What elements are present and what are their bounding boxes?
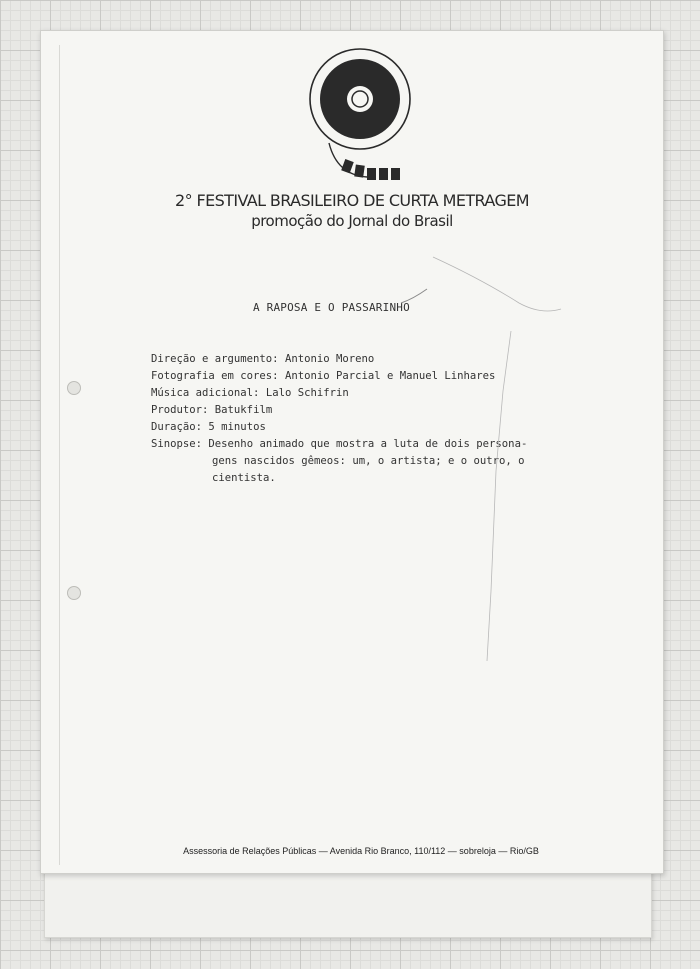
film-reel-logo <box>307 47 417 187</box>
credit-label: Fotografia em cores: <box>151 370 279 382</box>
page-edge-line <box>59 45 60 865</box>
credit-line-photography <box>151 370 495 382</box>
document-page <box>40 30 664 874</box>
film-title: A RAPOSA E O PASSARINHO <box>253 301 410 314</box>
synopsis-line: cientista. <box>212 472 276 484</box>
synopsis-line: gens nascidos gêmeos: um, o artista; e o outro, o <box>212 455 525 467</box>
credit-value: 5 minutos <box>208 421 266 433</box>
festival-subtitle: promoção do Jornal do Brasil <box>251 212 453 230</box>
credit-label: Duração: <box>151 421 203 433</box>
credit-value: Batukfilm <box>214 404 273 416</box>
punch-hole <box>67 381 81 395</box>
credit-label: Direção e argumento: <box>151 353 279 365</box>
credit-line-producer <box>151 404 272 416</box>
credit-label: Produtor: <box>151 404 209 416</box>
synopsis-line <box>151 438 527 450</box>
credit-line-music <box>151 387 349 399</box>
credit-value: Antonio Parcial e Manuel Linhares <box>284 370 496 382</box>
synopsis-text: Desenho animado que mostra a luta de dois persona- <box>208 438 528 450</box>
festival-title: 2° FESTIVAL BRASILEIRO DE CURTA METRAGEM <box>175 191 529 210</box>
punch-hole <box>67 586 81 600</box>
synopsis-label: Sinopse: <box>151 438 203 450</box>
credit-value: Antonio Moreno <box>284 353 375 365</box>
credit-line-duration <box>151 421 266 433</box>
credit-label: Música adicional: <box>151 387 260 399</box>
credit-line-direction <box>151 353 374 365</box>
credit-value: Lalo Schifrin <box>265 387 349 399</box>
footer-address: Assessoria de Relações Públicas — Avenida Rio Branco, 110/112 — sobreloja — Rio/GB <box>183 846 539 856</box>
